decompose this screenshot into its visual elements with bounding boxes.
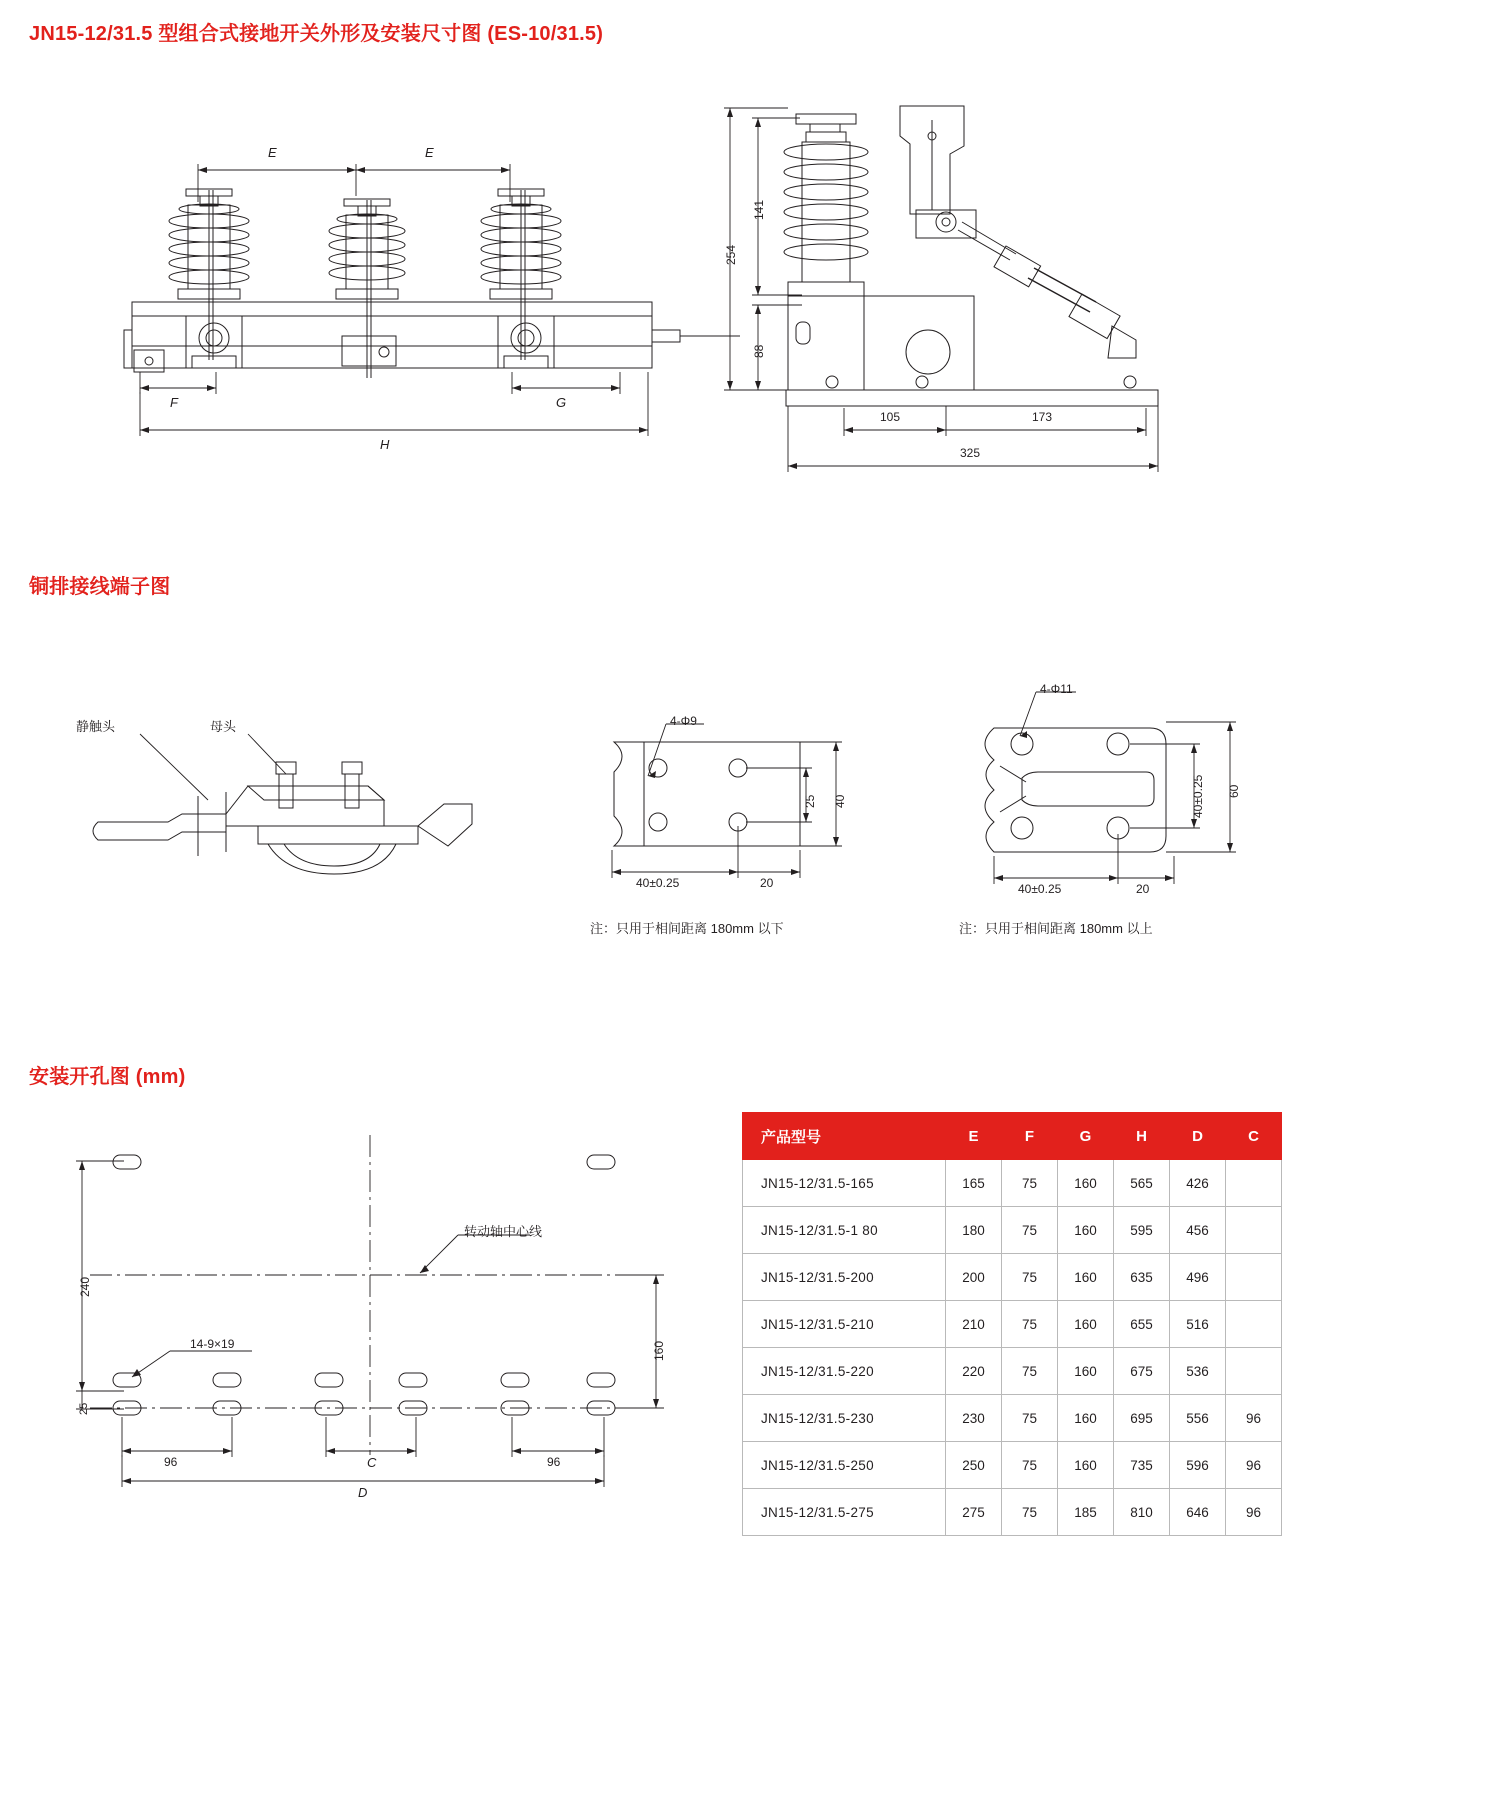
cell-model: JN15-12/31.5-250 xyxy=(743,1442,946,1489)
section-title-outline: JN15-12/31.5 型组合式接地开关外形及安装尺寸图 (ES-10/31.5) xyxy=(29,23,604,45)
dim-label-40-025-a: 40±0.25 xyxy=(636,876,680,890)
rotation-axis-label: 转动轴中心线 xyxy=(464,1224,543,1239)
cell-G: 160 xyxy=(1058,1254,1114,1301)
dim-label-325: 325 xyxy=(960,446,981,460)
cell-C xyxy=(1226,1301,1282,1348)
cell-D: 646 xyxy=(1170,1489,1226,1536)
col-header-model: 产品型号 xyxy=(743,1113,946,1160)
dim-label-40-025-b: 40±0.25 xyxy=(1018,882,1062,896)
cell-G: 160 xyxy=(1058,1395,1114,1442)
table-row xyxy=(743,1160,1282,1207)
dim-label-240: 240 xyxy=(78,1276,92,1297)
hole-label-4-phi-11: 4-Φ11 xyxy=(1040,682,1073,696)
dim-label-96-right: 96 xyxy=(547,1455,561,1469)
dim-label-H: H xyxy=(380,437,390,452)
dim-label-40-025-v: 40±0.25 xyxy=(1191,774,1205,818)
cell-C xyxy=(1226,1160,1282,1207)
figure-terminal-4f11 xyxy=(960,670,1290,950)
cell-H: 675 xyxy=(1114,1348,1170,1395)
dim-label-25-mount: 25 xyxy=(78,1402,90,1415)
cell-E: 250 xyxy=(946,1442,1002,1489)
cell-D: 426 xyxy=(1170,1160,1226,1207)
cell-E: 180 xyxy=(946,1207,1002,1254)
spec-table xyxy=(742,1112,1282,1536)
cell-C xyxy=(1226,1207,1282,1254)
table-row xyxy=(743,1442,1282,1489)
figure-terminal-perspective xyxy=(76,700,510,890)
table-row xyxy=(743,1395,1282,1442)
cell-F: 75 xyxy=(1002,1207,1058,1254)
dim-label-20-b: 20 xyxy=(1136,882,1150,896)
table-row xyxy=(743,1207,1282,1254)
note-above-180: 注：只用于相间距离 180mm 以上 xyxy=(959,921,1153,936)
table-header-row xyxy=(743,1113,1282,1160)
cell-D: 516 xyxy=(1170,1301,1226,1348)
dim-label-141: 141 xyxy=(752,199,766,220)
table-row xyxy=(743,1348,1282,1395)
cell-model: JN15-12/31.5-200 xyxy=(743,1254,946,1301)
cell-E: 230 xyxy=(946,1395,1002,1442)
dim-label-96-left: 96 xyxy=(164,1455,178,1469)
dim-label-40: 40 xyxy=(833,794,847,808)
cell-F: 75 xyxy=(1002,1395,1058,1442)
dim-label-105: 105 xyxy=(880,410,901,424)
section-title-mounting: 安装开孔图 (mm) xyxy=(29,1066,186,1088)
cell-G: 160 xyxy=(1058,1348,1114,1395)
cell-model: JN15-12/31.5-210 xyxy=(743,1301,946,1348)
cell-E: 210 xyxy=(946,1301,1002,1348)
col-header-F: F xyxy=(1002,1113,1058,1160)
col-header-D: D xyxy=(1170,1113,1226,1160)
cell-H: 635 xyxy=(1114,1254,1170,1301)
figure-side-view xyxy=(710,90,1180,490)
cell-C: 96 xyxy=(1226,1395,1282,1442)
cell-C: 96 xyxy=(1226,1489,1282,1536)
cell-G: 160 xyxy=(1058,1301,1114,1348)
col-header-G: G xyxy=(1058,1113,1114,1160)
cell-F: 75 xyxy=(1002,1489,1058,1536)
dim-label-60: 60 xyxy=(1227,784,1241,798)
dim-label-25: 25 xyxy=(803,794,817,808)
dim-label-D: D xyxy=(358,1485,368,1500)
dim-label-254: 254 xyxy=(724,244,738,265)
dim-label-160: 160 xyxy=(652,1340,666,1361)
table-row xyxy=(743,1254,1282,1301)
cell-C: 96 xyxy=(1226,1442,1282,1489)
dim-label-20-a: 20 xyxy=(760,876,774,890)
cell-F: 75 xyxy=(1002,1442,1058,1489)
cell-G: 185 xyxy=(1058,1489,1114,1536)
cell-D: 456 xyxy=(1170,1207,1226,1254)
section-title-busbar: 铜排接线端子图 xyxy=(29,576,171,598)
figure-mounting-pattern xyxy=(60,1125,700,1525)
hole-label-4-phi-9: 4-Φ9 xyxy=(670,714,697,728)
cell-G: 160 xyxy=(1058,1442,1114,1489)
cell-H: 595 xyxy=(1114,1207,1170,1254)
dim-label-88: 88 xyxy=(752,344,766,358)
cell-F: 75 xyxy=(1002,1160,1058,1207)
note-below-180: 注：只用于相间距离 180mm 以下 xyxy=(590,921,784,936)
cell-C xyxy=(1226,1348,1282,1395)
col-header-H: H xyxy=(1114,1113,1170,1160)
cell-H: 810 xyxy=(1114,1489,1170,1536)
cell-H: 565 xyxy=(1114,1160,1170,1207)
cell-F: 75 xyxy=(1002,1254,1058,1301)
cell-model: JN15-12/31.5-165 xyxy=(743,1160,946,1207)
dim-label-E1: E xyxy=(268,145,277,160)
cell-model: JN15-12/31.5-220 xyxy=(743,1348,946,1395)
table-row xyxy=(743,1489,1282,1536)
cell-D: 556 xyxy=(1170,1395,1226,1442)
dim-label-F: F xyxy=(170,395,178,410)
cell-D: 596 xyxy=(1170,1442,1226,1489)
cell-H: 695 xyxy=(1114,1395,1170,1442)
dim-label-C: C xyxy=(367,1455,377,1470)
dim-label-E2: E xyxy=(425,145,434,160)
col-header-C: C xyxy=(1226,1113,1282,1160)
cell-E: 200 xyxy=(946,1254,1002,1301)
cell-G: 160 xyxy=(1058,1160,1114,1207)
cell-D: 496 xyxy=(1170,1254,1226,1301)
dim-label-G: G xyxy=(556,395,567,410)
cell-E: 165 xyxy=(946,1160,1002,1207)
cell-F: 75 xyxy=(1002,1301,1058,1348)
hole-spec-label: 14-9×19 xyxy=(190,1337,235,1351)
cell-G: 160 xyxy=(1058,1207,1114,1254)
label-static-contact: 静触头 xyxy=(76,719,116,734)
col-header-E: E xyxy=(946,1113,1002,1160)
cell-H: 655 xyxy=(1114,1301,1170,1348)
cell-E: 275 xyxy=(946,1489,1002,1536)
cell-C xyxy=(1226,1254,1282,1301)
cell-model: JN15-12/31.5-230 xyxy=(743,1395,946,1442)
cell-H: 735 xyxy=(1114,1442,1170,1489)
cell-model: JN15-12/31.5-1 80 xyxy=(743,1207,946,1254)
label-female-head: 母头 xyxy=(210,719,237,734)
cell-model: JN15-12/31.5-275 xyxy=(743,1489,946,1536)
cell-F: 75 xyxy=(1002,1348,1058,1395)
table-row xyxy=(743,1301,1282,1348)
dim-label-173: 173 xyxy=(1032,410,1053,424)
cell-E: 220 xyxy=(946,1348,1002,1395)
figure-terminal-4f9 xyxy=(590,700,900,950)
figure-front-view xyxy=(120,130,700,480)
cell-D: 536 xyxy=(1170,1348,1226,1395)
